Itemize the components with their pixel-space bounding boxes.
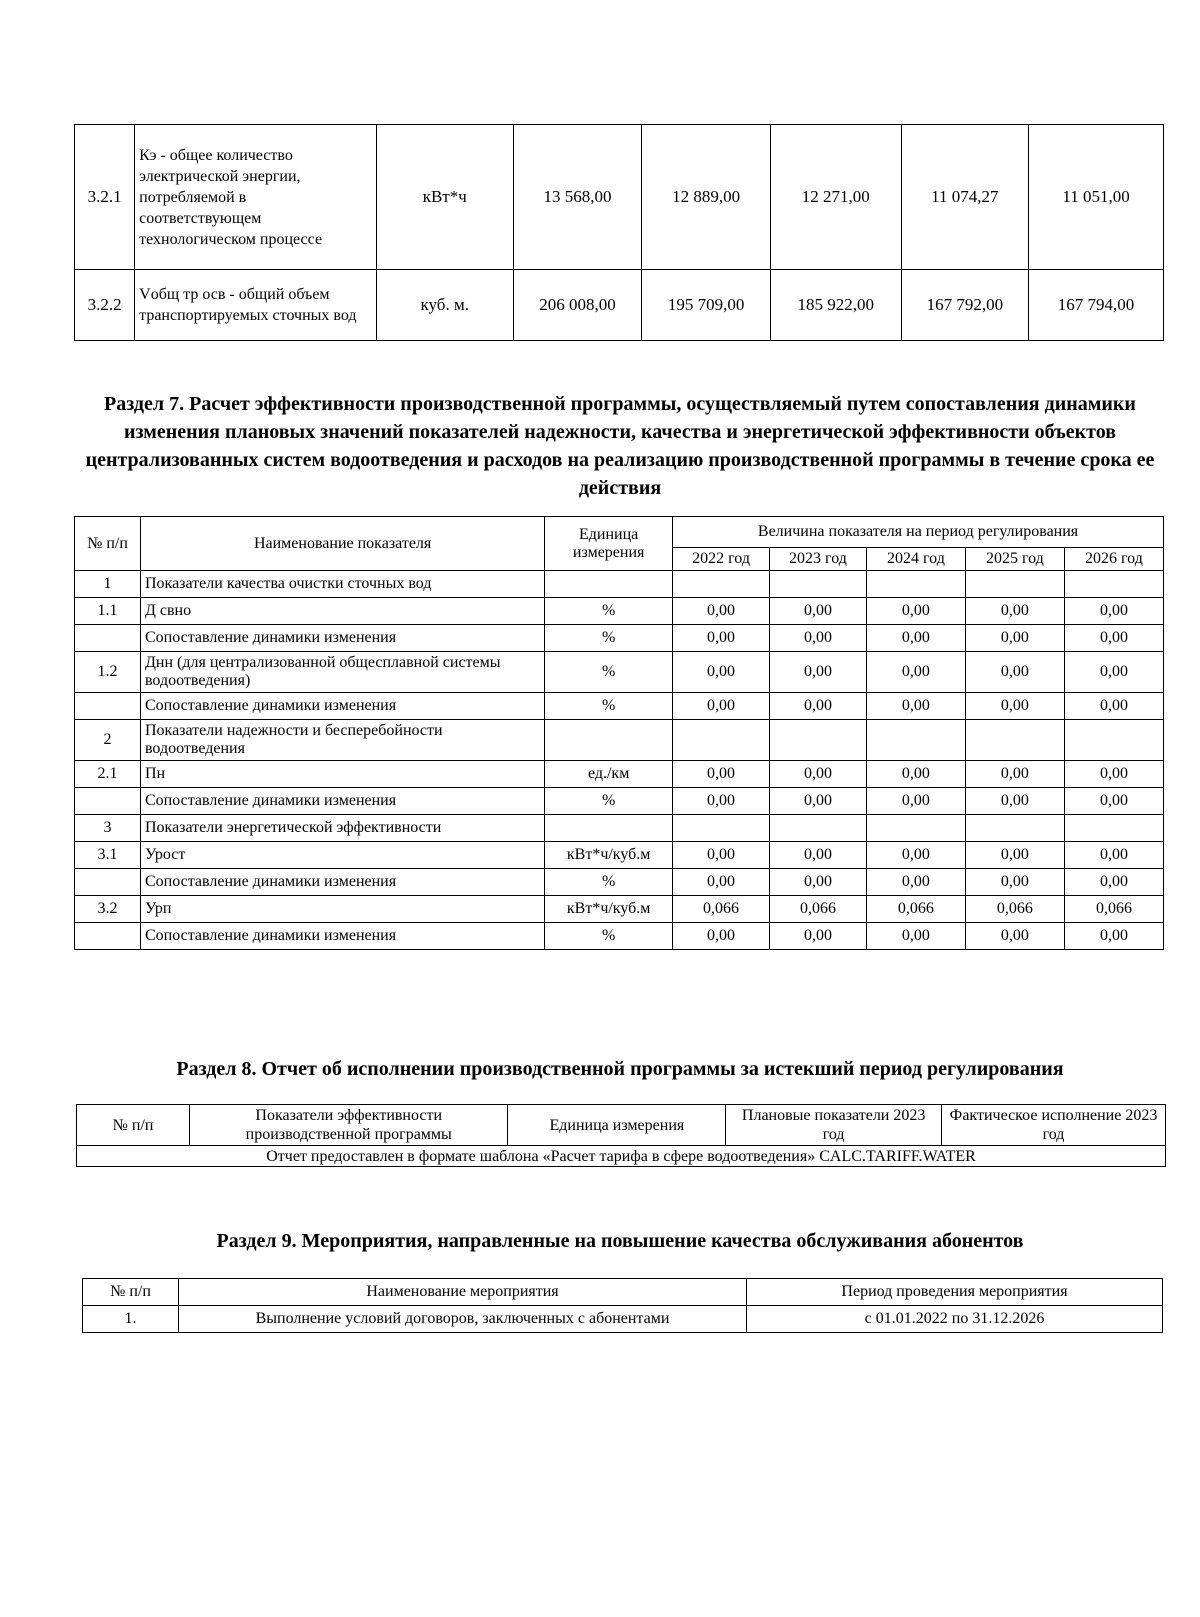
value-cell: 0,00 bbox=[1064, 693, 1163, 720]
value-cell bbox=[866, 720, 965, 761]
indicator-name: Показатели качества очистки сточных вод bbox=[140, 571, 544, 598]
value-cell: 0,00 bbox=[965, 788, 1064, 815]
indicator-name: Vобщ тр осв - общий объем транспортируемых сточных вод bbox=[135, 270, 377, 341]
unit-cell: % bbox=[545, 625, 673, 652]
value-cell bbox=[770, 815, 867, 842]
indicators-table-continued bbox=[74, 124, 1164, 341]
value-cell: 0,00 bbox=[866, 761, 965, 788]
report-header-unit: Единица измерения bbox=[508, 1105, 726, 1146]
year-header: 2024 год bbox=[866, 548, 965, 571]
value-cell: 0,00 bbox=[965, 693, 1064, 720]
value-cell: 11 051,00 bbox=[1029, 125, 1164, 270]
activity-period: с 01.01.2022 по 31.12.2026 bbox=[747, 1306, 1163, 1333]
activities-header-name: Наименование мероприятия bbox=[179, 1279, 747, 1306]
value-cell: 0,00 bbox=[866, 625, 965, 652]
value-cell bbox=[770, 720, 867, 761]
header-num: № п/п bbox=[75, 517, 141, 571]
table-row bbox=[75, 842, 1164, 869]
value-cell: 0,00 bbox=[866, 788, 965, 815]
value-cell bbox=[866, 571, 965, 598]
unit-cell: кВт*ч/куб.м bbox=[545, 842, 673, 869]
value-cell: 0,00 bbox=[866, 693, 965, 720]
value-cell: 0,00 bbox=[965, 869, 1064, 896]
report-table bbox=[76, 1104, 1166, 1167]
row-number: 2 bbox=[75, 720, 141, 761]
activities-header-row bbox=[83, 1279, 1163, 1306]
value-cell: 0,00 bbox=[1064, 842, 1163, 869]
value-cell: 185 922,00 bbox=[770, 270, 901, 341]
value-cell: 0,00 bbox=[770, 693, 867, 720]
value-cell: 0,066 bbox=[965, 896, 1064, 923]
section7-title: Раздел 7. Расчет эффективности производственной программы, осуществляемый путем сопоставления динамики изменения плановых значений показателей надежности, качества и энергетической эффективности объектов централизованных систем водоотведения и расходов на реализацию производственной программы в течение срока ее действия bbox=[85, 393, 1155, 499]
value-cell bbox=[673, 720, 770, 761]
value-cell: 0,00 bbox=[770, 923, 867, 950]
value-cell bbox=[1064, 571, 1163, 598]
table-row bbox=[75, 270, 1164, 341]
value-cell bbox=[866, 815, 965, 842]
unit-cell: % bbox=[545, 652, 673, 693]
unit-cell: % bbox=[545, 869, 673, 896]
indicator-name: Сопоставление динамики изменения bbox=[140, 923, 544, 950]
value-cell: 0,00 bbox=[770, 761, 867, 788]
value-cell: 0,066 bbox=[673, 896, 770, 923]
value-cell: 0,00 bbox=[1064, 598, 1163, 625]
value-cell: 0,066 bbox=[1064, 896, 1163, 923]
value-cell: 0,00 bbox=[770, 869, 867, 896]
table-row bbox=[75, 720, 1164, 761]
value-cell: 0,00 bbox=[673, 652, 770, 693]
report-note: Отчет предоставлен в формате шаблона «Расчет тарифа в сфере водоотведения» CALC.TARIFF.WATER bbox=[77, 1146, 1166, 1167]
indicator-name: Пн bbox=[140, 761, 544, 788]
value-cell: 0,00 bbox=[1064, 625, 1163, 652]
indicator-name: Сопоставление динамики изменения bbox=[140, 788, 544, 815]
table-row bbox=[83, 1306, 1163, 1333]
row-number: 3.2.1 bbox=[75, 125, 135, 270]
value-cell: 0,00 bbox=[965, 842, 1064, 869]
unit-cell bbox=[545, 815, 673, 842]
value-cell: 0,00 bbox=[673, 761, 770, 788]
table-row bbox=[75, 571, 1164, 598]
indicator-name: Сопоставление динамики изменения bbox=[140, 625, 544, 652]
table-row bbox=[75, 693, 1164, 720]
value-cell: 0,066 bbox=[866, 896, 965, 923]
report-header-actual: Фактическое исполнение 2023 год bbox=[942, 1105, 1166, 1146]
header-name: Наименование показателя bbox=[140, 517, 544, 571]
value-cell: 0,00 bbox=[965, 598, 1064, 625]
section8-title: Раздел 8. Отчет об исполнении производственной программы за истекший период регулирования bbox=[176, 1058, 1064, 1080]
value-cell bbox=[965, 571, 1064, 598]
efficiency-header-row bbox=[75, 517, 1164, 548]
value-cell: 167 792,00 bbox=[901, 270, 1029, 341]
value-cell: 0,00 bbox=[1064, 788, 1163, 815]
value-cell bbox=[770, 571, 867, 598]
value-cell: 0,00 bbox=[965, 625, 1064, 652]
value-cell: 0,066 bbox=[770, 896, 867, 923]
activity-number: 1. bbox=[83, 1306, 179, 1333]
value-cell: 12 889,00 bbox=[642, 125, 771, 270]
indicator-name: Сопоставление динамики изменения bbox=[140, 869, 544, 896]
indicator-name: Показатели надежности и бесперебойности водоотведения bbox=[140, 720, 544, 761]
indicator-name: Сопоставление динамики изменения bbox=[140, 693, 544, 720]
section9-title: Раздел 9. Мероприятия, направленные на повышение качества обслуживания абонентов bbox=[216, 1230, 1024, 1252]
table-row bbox=[75, 598, 1164, 625]
unit-cell: ед./км bbox=[545, 761, 673, 788]
value-cell: 0,00 bbox=[866, 869, 965, 896]
row-number: 1 bbox=[75, 571, 141, 598]
row-number: 1.1 bbox=[75, 598, 141, 625]
value-cell: 0,00 bbox=[866, 842, 965, 869]
value-cell bbox=[965, 720, 1064, 761]
value-cell bbox=[673, 571, 770, 598]
unit-cell: кВт*ч/куб.м bbox=[545, 896, 673, 923]
table-row bbox=[75, 896, 1164, 923]
table-row bbox=[75, 788, 1164, 815]
row-number: 2.1 bbox=[75, 761, 141, 788]
unit-cell: % bbox=[545, 923, 673, 950]
value-cell: 0,00 bbox=[866, 652, 965, 693]
value-cell: 0,00 bbox=[965, 652, 1064, 693]
value-cell: 0,00 bbox=[673, 788, 770, 815]
row-number bbox=[75, 788, 141, 815]
value-cell: 11 074,27 bbox=[901, 125, 1029, 270]
value-cell bbox=[1064, 815, 1163, 842]
indicator-name: Кэ - общее количество электрической энергии, потребляемой в соответствующем технологическом процессе bbox=[135, 125, 377, 270]
row-number bbox=[75, 625, 141, 652]
value-cell: 0,00 bbox=[770, 788, 867, 815]
value-cell: 0,00 bbox=[965, 761, 1064, 788]
row-number bbox=[75, 923, 141, 950]
unit-cell bbox=[545, 571, 673, 598]
activities-table bbox=[82, 1278, 1163, 1333]
value-cell: 0,00 bbox=[673, 625, 770, 652]
activities-table-body bbox=[83, 1279, 1163, 1333]
unit-cell: куб. м. bbox=[376, 270, 513, 341]
table-row bbox=[75, 815, 1164, 842]
indicator-name: Урост bbox=[140, 842, 544, 869]
activities-header-num: № п/п bbox=[83, 1279, 179, 1306]
value-cell: 0,00 bbox=[673, 842, 770, 869]
value-cell bbox=[673, 815, 770, 842]
indicator-name: Днн (для централизованной общесплавной системы водоотведения) bbox=[140, 652, 544, 693]
row-number: 3.2.2 bbox=[75, 270, 135, 341]
value-cell bbox=[965, 815, 1064, 842]
indicator-name: Урп bbox=[140, 896, 544, 923]
value-cell: 0,00 bbox=[673, 869, 770, 896]
indicator-name: Д свно bbox=[140, 598, 544, 625]
indicator-name: Показатели энергетической эффективности bbox=[140, 815, 544, 842]
table-row bbox=[75, 125, 1164, 270]
report-header-indicators: Показатели эффективности производственной программы bbox=[190, 1105, 508, 1146]
value-cell: 167 794,00 bbox=[1029, 270, 1164, 341]
header-unit: Единица измерения bbox=[545, 517, 673, 571]
efficiency-table-body bbox=[75, 571, 1164, 950]
value-cell: 0,00 bbox=[866, 598, 965, 625]
table-row bbox=[75, 625, 1164, 652]
row-number: 1.2 bbox=[75, 652, 141, 693]
activities-header-period: Период проведения мероприятия bbox=[747, 1279, 1163, 1306]
value-cell: 0,00 bbox=[673, 598, 770, 625]
header-period: Величина показателя на период регулирования bbox=[673, 517, 1164, 548]
unit-cell: % bbox=[545, 598, 673, 625]
value-cell bbox=[1064, 720, 1163, 761]
report-header-num: № п/п bbox=[77, 1105, 190, 1146]
unit-cell: % bbox=[545, 788, 673, 815]
row-number: 3 bbox=[75, 815, 141, 842]
value-cell: 12 271,00 bbox=[770, 125, 901, 270]
table-row bbox=[75, 869, 1164, 896]
report-header-row bbox=[77, 1105, 1166, 1146]
row-number bbox=[75, 869, 141, 896]
value-cell: 0,00 bbox=[1064, 761, 1163, 788]
table-row bbox=[75, 652, 1164, 693]
value-cell: 0,00 bbox=[673, 923, 770, 950]
unit-cell: кВт*ч bbox=[376, 125, 513, 270]
value-cell: 0,00 bbox=[1064, 923, 1163, 950]
report-header-plan: Плановые показатели 2023 год bbox=[726, 1105, 942, 1146]
value-cell: 0,00 bbox=[1064, 652, 1163, 693]
indicators-table-body bbox=[75, 125, 1164, 341]
year-header: 2025 год bbox=[965, 548, 1064, 571]
value-cell: 206 008,00 bbox=[513, 270, 642, 341]
value-cell: 0,00 bbox=[965, 923, 1064, 950]
value-cell: 0,00 bbox=[1064, 869, 1163, 896]
table-row bbox=[75, 923, 1164, 950]
year-header: 2022 год bbox=[673, 548, 770, 571]
row-number: 3.1 bbox=[75, 842, 141, 869]
year-header: 2026 год bbox=[1064, 548, 1163, 571]
unit-cell bbox=[545, 720, 673, 761]
row-number bbox=[75, 693, 141, 720]
value-cell: 0,00 bbox=[673, 693, 770, 720]
unit-cell: % bbox=[545, 693, 673, 720]
value-cell: 13 568,00 bbox=[513, 125, 642, 270]
activity-name: Выполнение условий договоров, заключенных с абонентами bbox=[179, 1306, 747, 1333]
value-cell: 0,00 bbox=[770, 842, 867, 869]
value-cell: 195 709,00 bbox=[642, 270, 771, 341]
value-cell: 0,00 bbox=[770, 598, 867, 625]
row-number: 3.2 bbox=[75, 896, 141, 923]
table-row bbox=[75, 761, 1164, 788]
value-cell: 0,00 bbox=[770, 625, 867, 652]
report-note-row bbox=[77, 1146, 1166, 1167]
efficiency-table bbox=[74, 516, 1164, 950]
value-cell: 0,00 bbox=[770, 652, 867, 693]
year-header: 2023 год bbox=[770, 548, 867, 571]
value-cell: 0,00 bbox=[866, 923, 965, 950]
